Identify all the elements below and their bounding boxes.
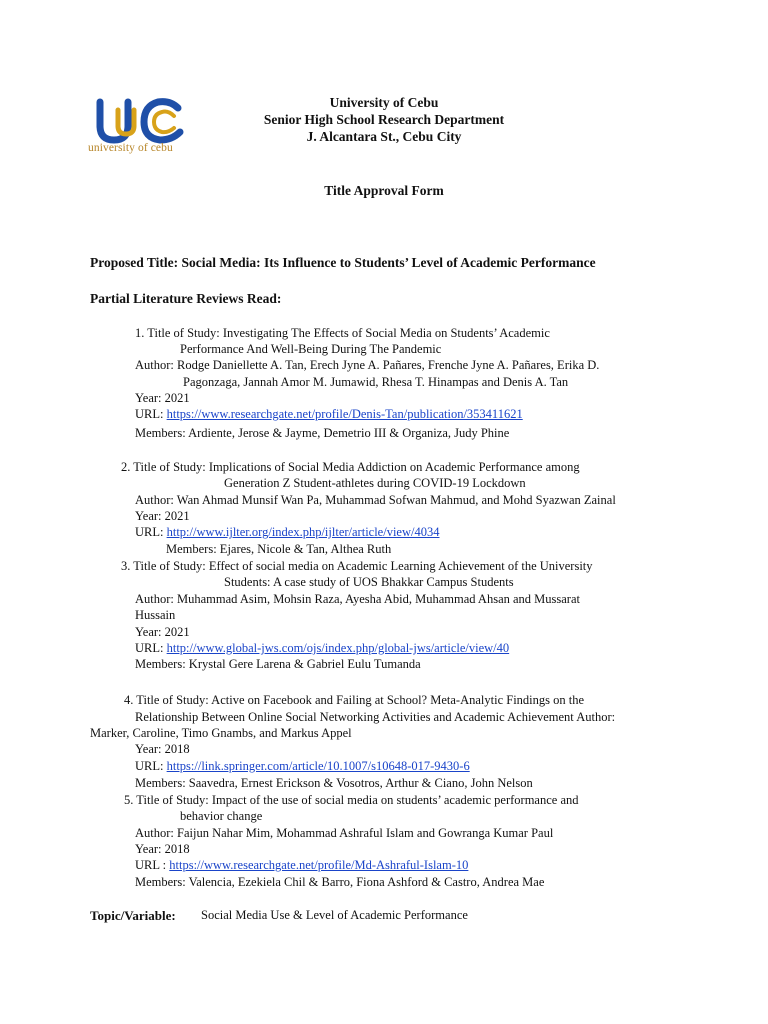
- topic-variable-value: Social Media Use & Level of Academic Performance: [201, 908, 468, 922]
- review-3-url-link[interactable]: http://www.global-jws.com/ojs/index.php/global-jws/article/view/40: [166, 641, 510, 655]
- university-name: University of Cebu: [329, 95, 439, 110]
- review-2-url-row: [135, 524, 439, 540]
- review-3-url-row: [135, 640, 509, 656]
- review-4-url-label: URL:: [135, 759, 167, 773]
- review-2-year: Year: 2021: [135, 509, 190, 523]
- review-1-year: Year: 2021: [135, 391, 190, 405]
- institution-header: [0, 94, 768, 145]
- review-5-year: Year: 2018: [135, 842, 190, 856]
- review-4-url-link[interactable]: https://link.springer.com/article/10.1007/s10648-017-9430-6: [166, 759, 470, 773]
- department-name: Senior High School Research Department: [263, 112, 505, 127]
- review-2-url-link[interactable]: http://www.ijlter.org/index.php/ijlter/article/view/4034: [166, 525, 440, 539]
- topic-variable-label: Topic/Variable:: [90, 908, 176, 923]
- review-4-members: Members: Saavedra, Ernest Erickson & Vosotros, Arthur & Ciano, John Nelson: [135, 776, 533, 790]
- address: J. Alcantara St., Cebu City: [306, 129, 462, 144]
- review-2-url-label: URL:: [135, 525, 167, 539]
- review-1-author-line-1: Author: Rodge Daniellette A. Tan, Erech Jyne A. Pañares, Frenche Jyne A. Pañares, Erika D.: [135, 358, 600, 372]
- review-1-title-line-1: 1. Title of Study: Investigating The Effects of Social Media on Students’ Academic: [135, 326, 550, 340]
- review-1-url-row: [135, 406, 523, 422]
- review-4-year: Year: 2018: [135, 742, 190, 756]
- review-1-url-label: URL:: [135, 407, 167, 421]
- review-2-author: Author: Wan Ahmad Munsif Wan Pa, Muhammad Sofwan Mahmud, and Mohd Syazwan Zainal: [135, 493, 616, 507]
- logo-caption: university of cebu: [88, 142, 173, 154]
- review-2-title-line-1: 2. Title of Study: Implications of Social Media Addiction on Academic Performance among: [121, 460, 580, 474]
- review-5-url-label: URL :: [135, 858, 170, 872]
- review-5-members: Members: Valencia, Ezekiela Chil & Barro, Fiona Ashford & Castro, Andrea Mae: [135, 875, 545, 889]
- review-2-title-line-2: Generation Z Student-athletes during COVID-19 Lockdown: [224, 476, 526, 490]
- review-3-title-line-2: Students: A case study of UOS Bhakkar Campus Students: [224, 575, 514, 589]
- review-4-title-line-1: 4. Title of Study: Active on Facebook and Failing at School? Meta-Analytic Findings on the: [124, 693, 585, 707]
- review-5-url-row: [135, 857, 468, 873]
- review-5-title-line-2: behavior change: [180, 809, 263, 823]
- review-3-members: Members: Krystal Gere Larena & Gabriel Eulu Tumanda: [135, 657, 421, 671]
- review-1-title-line-2: Performance And Well-Being During The Pandemic: [180, 342, 442, 356]
- review-4-title-line-3: Marker, Caroline, Timo Gnambs, and Markus Appel: [90, 726, 352, 740]
- review-5-author: Author: Faijun Nahar Mim, Mohammad Ashraful Islam and Gowranga Kumar Paul: [135, 826, 554, 840]
- review-5-url-link[interactable]: https://www.researchgate.net/profile/Md-Ashraful-Islam-10: [169, 858, 469, 872]
- form-title: Title Approval Form: [324, 183, 444, 198]
- review-3-title-line-1: 3. Title of Study: Effect of social media on Academic Learning Achievement of the University: [121, 559, 593, 573]
- review-1-url-link[interactable]: https://www.researchgate.net/profile/Denis-Tan/publication/353411621: [166, 407, 523, 421]
- partial-reviews-heading: Partial Literature Reviews Read:: [90, 291, 282, 306]
- review-3-year: Year: 2021: [135, 625, 190, 639]
- review-3-author-line-1: Author: Muhammad Asim, Mohsin Raza, Ayesha Abid, Muhammad Ahsan and Mussarat: [135, 592, 580, 606]
- review-2-members: Members: Ejares, Nicole & Tan, Althea Ruth: [166, 542, 392, 556]
- proposed-title: Proposed Title: Social Media: Its Influence to Students’ Level of Academic Performance: [90, 255, 596, 270]
- review-1-author-line-2: Pagonzaga, Jannah Amor M. Jumawid, Rhesa T. Hinampas and Denis A. Tan: [183, 375, 569, 389]
- review-1-members: Members: Ardiente, Jerose & Jayme, Demetrio III & Organiza, Judy Phine: [135, 426, 510, 440]
- review-4-title-line-2: Relationship Between Online Social Networking Activities and Academic Achievement Author:: [135, 710, 616, 724]
- review-3-url-label: URL:: [135, 641, 167, 655]
- review-3-author-line-2: Hussain: [135, 608, 176, 622]
- review-5-title-line-1: 5. Title of Study: Impact of the use of social media on students’ academic performance and: [124, 793, 579, 807]
- review-4-url-row: [135, 758, 470, 774]
